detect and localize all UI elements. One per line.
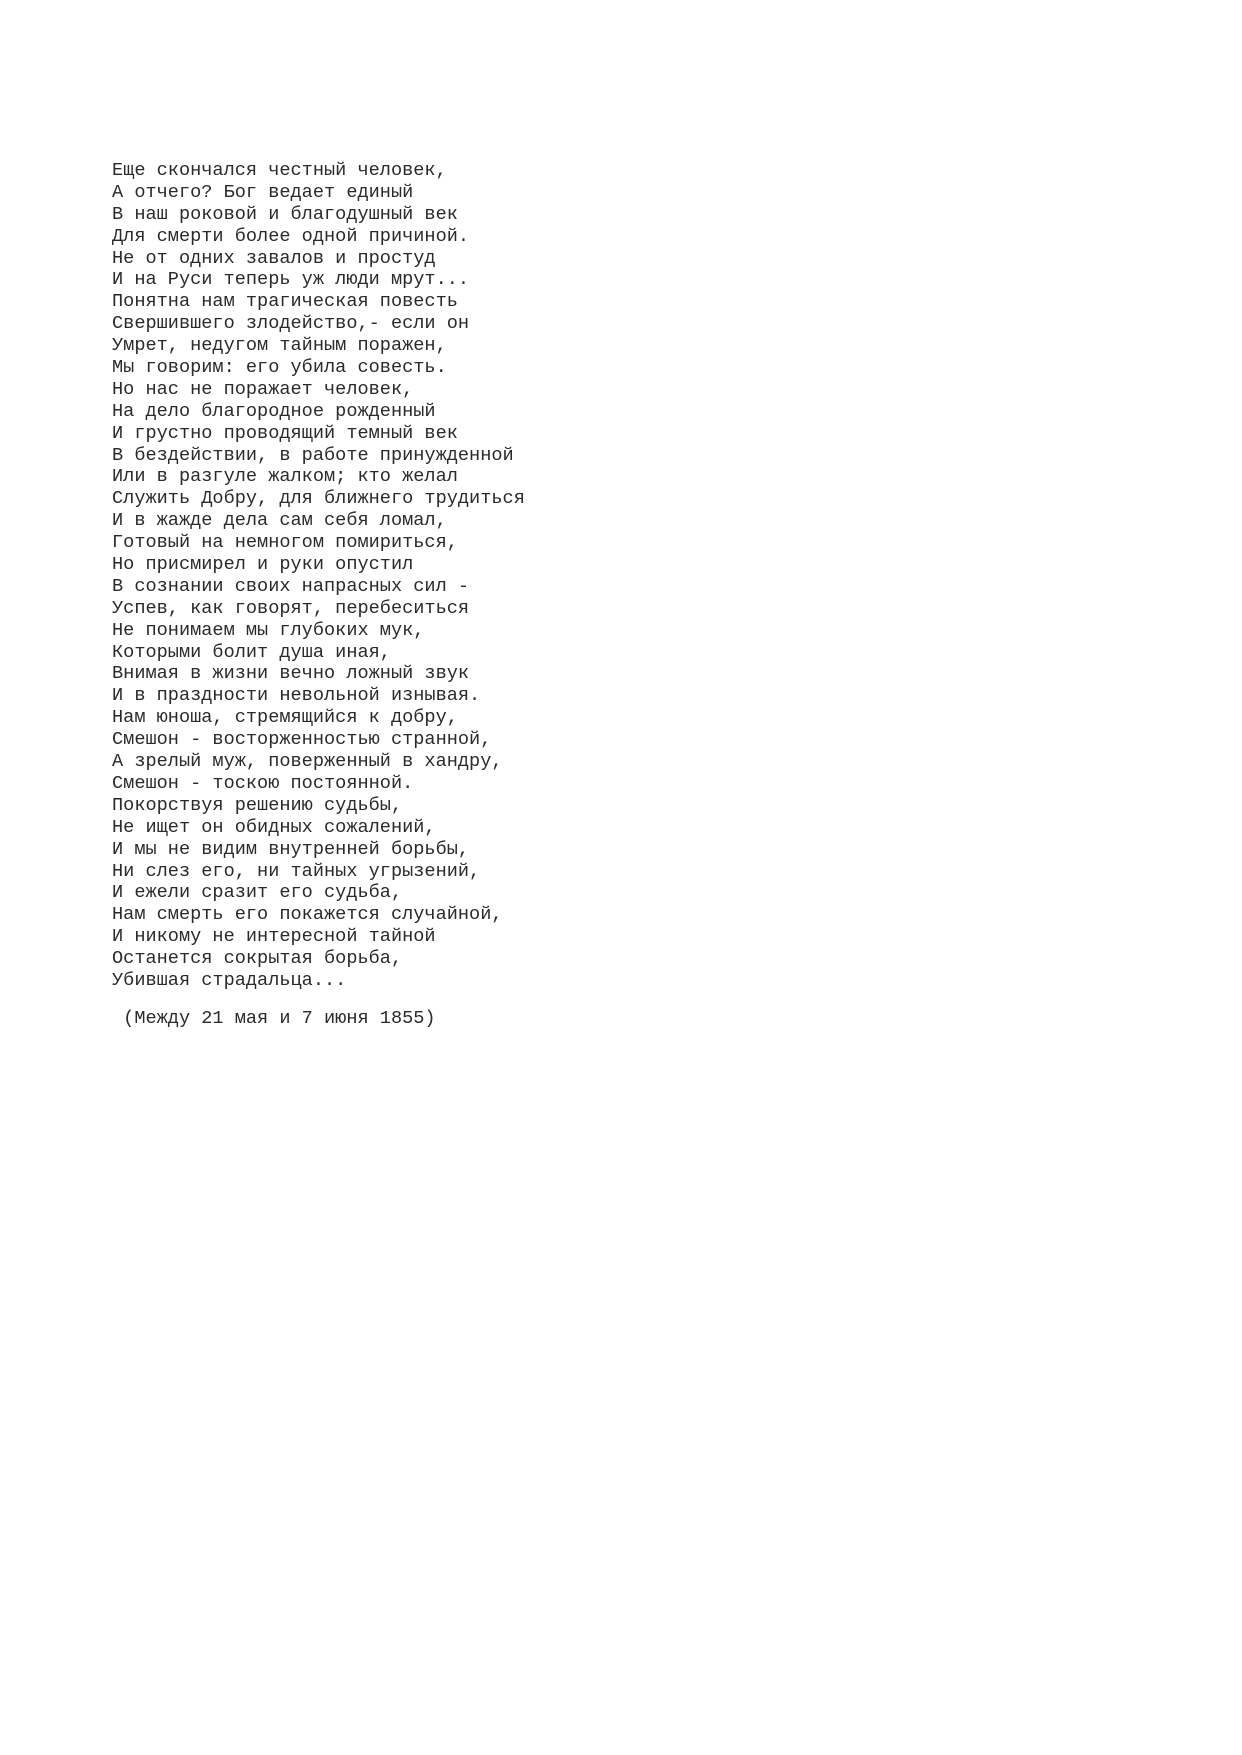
poem-line: Покорствуя решению судьбы,	[112, 794, 403, 816]
poem-line: Внимая в жизни вечно ложный звук	[112, 663, 470, 685]
poem-body	[112, 160, 525, 992]
poem-line: Смешон - восторженностью странной,	[112, 729, 492, 751]
poem-line: Ни слез его, ни тайных угрызений,	[112, 860, 481, 882]
poem-line: Для смерти более одной причиной.	[112, 225, 470, 247]
poem-line: Или в разгуле жалком; кто желал	[112, 466, 458, 488]
poem-line: И грустно проводящий темный век	[112, 422, 458, 444]
poem-line: Успев, как говорят, перебеситься	[112, 597, 470, 619]
poem-line: Умрет, недугом тайным поражен,	[112, 335, 447, 357]
poem-line: Не понимаем мы глубоких мук,	[112, 619, 425, 641]
poem-line: И в праздности невольной изнывая.	[112, 685, 481, 707]
poem-line: Но нас не поражает человек,	[112, 378, 414, 400]
poem-line: И никому не интересной тайной	[112, 926, 436, 948]
poem-line: Останется сокрытая борьба,	[112, 948, 403, 970]
poem-line: Нам юноша, стремящийся к добру,	[112, 707, 458, 729]
poem-line: В бездействии, в работе принужденной	[112, 444, 514, 466]
poem-line: Служить Добру, для ближнего трудиться	[112, 488, 525, 510]
poem-line: Мы говорим: его убила совесть.	[112, 357, 447, 379]
poem-line: И в жажде дела сам себя ломал,	[112, 510, 447, 532]
poem-line: Еще скончался честный человек,	[112, 160, 447, 181]
poem-line: Свершившего злодейство,- если он	[112, 313, 470, 335]
poem-line: Смешон - тоскою постоянной.	[112, 772, 414, 794]
poem-line: А отчего? Бог ведает единый	[112, 181, 414, 203]
poem-line: И ежели сразит его судьба,	[112, 882, 403, 904]
poem-line: Но присмирел и руки опустил	[112, 554, 414, 576]
poem-line: Понятна нам трагическая повесть	[112, 291, 458, 313]
poem-line: И мы не видим внутренней борьбы,	[112, 838, 470, 860]
poem-dateline: (Между 21 мая и 7 июня 1855)	[112, 1008, 436, 1029]
poem-line: Которыми болит душа иная,	[112, 641, 391, 663]
poem-line: А зрелый муж, поверженный в хандру,	[112, 751, 503, 773]
poem-line: Нам смерть его покажется случайной,	[112, 904, 503, 926]
poem-line: Готовый на немногом помириться,	[112, 532, 458, 554]
poem-line: И на Руси теперь уж люди мрут...	[112, 269, 470, 291]
poem-line: Не от одних завалов и простуд	[112, 247, 436, 269]
poem-line: В наш роковой и благодушный век	[112, 203, 458, 225]
poem-line: На дело благородное рожденный	[112, 400, 436, 422]
poem-line: В сознании своих напрасных сил -	[112, 575, 470, 597]
poem-line: Не ищет он обидных сожалений,	[112, 816, 436, 838]
poem-line: Убившая страдальца...	[112, 969, 347, 991]
